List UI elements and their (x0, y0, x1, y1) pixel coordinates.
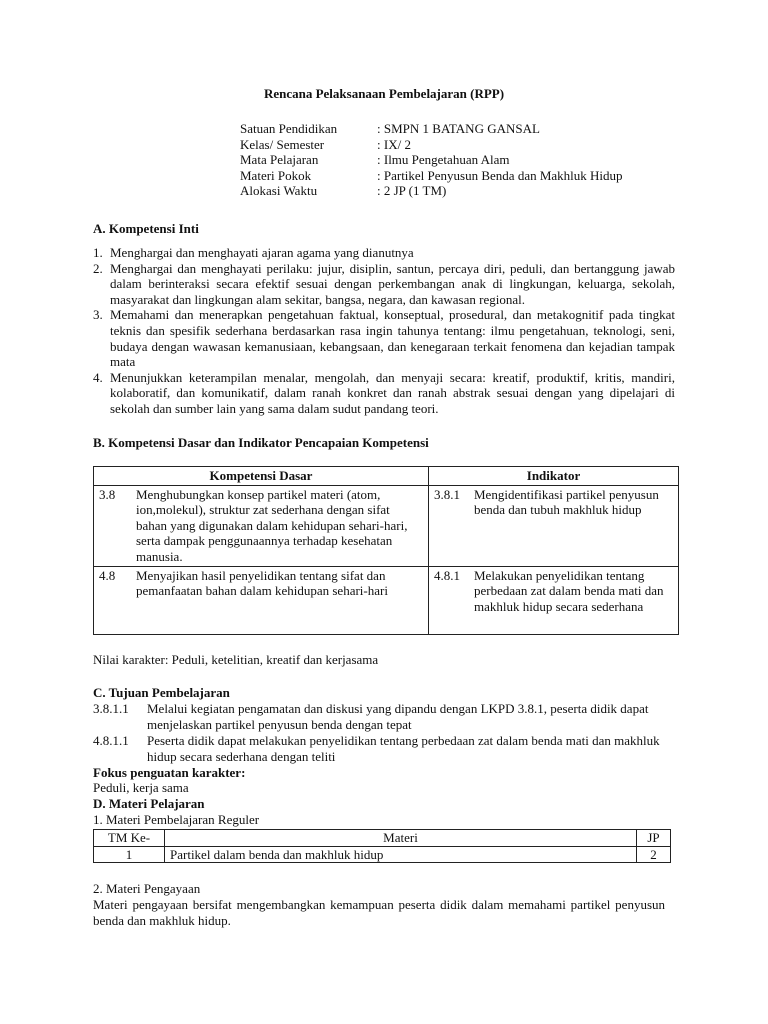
kd-cell (94, 485, 429, 566)
materi-pengayaan-text: Materi pengayaan bersifat mengembangkan kemampuan peserta didik dalam memahami partikel penyusun benda dan makhluk hidup. (93, 897, 665, 928)
list-item (93, 261, 675, 308)
indikator-text: Melakukan penyelidikan tentang perbedaan zat dalam benda mati dan makhluk hidup secara sederhana (474, 567, 664, 614)
identity-value: : Ilmu Pengetahuan Alam (377, 152, 510, 167)
section-d-heading: D. Materi Pelajaran (93, 796, 205, 811)
header-kompetensi-dasar: Kompetensi Dasar (94, 467, 429, 486)
indikator-number: 4.8.1 (434, 567, 460, 583)
identity-value: : 2 JP (1 TM) (377, 183, 447, 198)
tujuan-number: 4.8.1.1 (93, 733, 129, 748)
cell-materi: Partikel dalam benda dan makhluk hidup (165, 846, 637, 863)
identity-value: : IX/ 2 (377, 136, 411, 152)
table-header-row (94, 830, 671, 847)
section-a-heading: A. Kompetensi Inti (93, 221, 199, 236)
list-text: Menunjukkan keterampilan menalar, mengolah, dan menyaji secara: kreatif, produktif, kritis, mandiri, kolaboratif, dan komunikatif, dalam ranah konkret dan ranah abstrak sesuai dengan yang dipelajari di sekolah dan sumber lain yang sama dalam sudut pandang teori. (110, 369, 675, 416)
list-number: 2. (93, 260, 103, 276)
identity-key: Mata Pelajaran (240, 152, 319, 167)
identity-row (240, 121, 623, 137)
section-a (93, 221, 675, 237)
identity-row (240, 168, 623, 184)
indikator-cell (429, 485, 679, 566)
list-text: Memahami dan menerapkan pengetahuan faktual, konseptual, prosedural, dan metakognitif pada tingkat teknis dan spesifik sederhana berdasarkan rasa ingin tahunya tentang: ilmu pengetahuan, teknologi, seni, budaya dengan wawasan kemanusiaan, kebangsaan, dan kenegaraan terkait fenomena dan kejadian tampak mata (110, 307, 675, 370)
header-tm: TM Ke- (94, 830, 165, 847)
table-row (94, 485, 679, 566)
identity-row (240, 152, 623, 168)
tujuan-item (93, 701, 668, 732)
kd-text: Menghubungkan konsep partikel materi (atom, ion,molekul), struktur zat sederhana dengan sifat bahan yang digunakan dalam kehidupan sehari-hari, serta dampak penggunaannya terhadap kesehatan manusia. (136, 486, 408, 564)
identity-key: Alokasi Waktu (240, 183, 318, 198)
list-text: Menghargai dan menghayati perilaku: jujur, disiplin, santun, percaya diri, peduli, dan bertanggung jawab dalam berinteraksi secara efektif sesuai dengan perkembangan anak di lingkungan, keluarga, sekolah, masyarakat dan lingkungan alam sekitar, bangsa, negara, dan kawasan regional. (110, 260, 675, 307)
section-b-heading: B. Kompetensi Dasar dan Indikator Pencapaian Kompetensi (93, 435, 429, 450)
fokus-label: Fokus penguatan karakter: (93, 765, 246, 780)
list-number: 4. (93, 369, 103, 385)
materi-pengayaan-label: 2. Materi Pengayaan (93, 881, 201, 896)
tujuan-text: Peserta didik dapat melakukan penyelidikan tentang perbedaan zat dalam benda mati dan makhluk hidup secara sederhana dengan teliti (147, 733, 660, 764)
identity-value: : SMPN 1 BATANG GANSAL (377, 121, 540, 136)
table-row (94, 566, 679, 634)
list-text: Menghargai dan menghayati ajaran agama yang dianutnya (110, 245, 414, 260)
indikator-number: 3.8.1 (434, 486, 460, 502)
document-title: Rencana Pelaksanaan Pembelajaran (RPP) (263, 86, 505, 101)
identity-row (240, 137, 623, 153)
kd-text: Menyajikan hasil penyelidikan tentang sifat dan pemanfaatan bahan dalam kehidupan sehari-hari (136, 567, 388, 599)
identity-key: Satuan Pendidikan (240, 121, 338, 136)
list-item (93, 307, 675, 369)
tujuan-item (93, 733, 668, 764)
kd-cell (94, 566, 429, 634)
identity-key: Materi Pokok (240, 167, 312, 183)
kompetensi-table (93, 466, 679, 635)
identity-table (240, 121, 623, 199)
table-header-row (94, 467, 679, 486)
identity-value: : Partikel Penyusun Benda dan Makhluk Hidup (377, 167, 623, 183)
tujuan-number: 3.8.1.1 (93, 701, 129, 716)
header-jp: JP (637, 830, 671, 847)
kd-number: 3.8 (99, 486, 116, 502)
list-number: 1. (93, 245, 103, 260)
cell-tm: 1 (94, 846, 165, 863)
list-number: 3. (93, 307, 103, 323)
tujuan-text: Melalui kegiatan pengamatan dan diskusi yang dipandu dengan LKPD 3.8.1, peserta didik dapat menjelaskan partikel penyusun benda dengan tepat (147, 701, 649, 732)
table-row (94, 846, 671, 863)
identity-key: Kelas/ Semester (240, 136, 325, 152)
indikator-cell (429, 566, 679, 634)
header-materi: Materi (165, 830, 637, 847)
kompetensi-inti-list (93, 245, 675, 417)
list-item (93, 245, 675, 261)
section-c-heading: C. Tujuan Pembelajaran (93, 685, 230, 700)
nilai-karakter: Nilai karakter: Peduli, ketelitian, kreatif dan kerjasama (93, 652, 379, 667)
materi-table (93, 829, 671, 863)
indikator-text: Mengidentifikasi partikel penyusun benda dan tubuh makhluk hidup (474, 486, 659, 518)
list-item (93, 370, 675, 417)
section-b (93, 435, 675, 451)
header-indikator: Indikator (429, 467, 679, 486)
fokus-value: Peduli, kerja sama (93, 780, 189, 795)
cell-jp: 2 (637, 846, 671, 863)
kd-number: 4.8 (99, 567, 116, 583)
materi-reguler-label: 1. Materi Pembelajaran Reguler (93, 812, 260, 827)
identity-row (240, 183, 623, 199)
